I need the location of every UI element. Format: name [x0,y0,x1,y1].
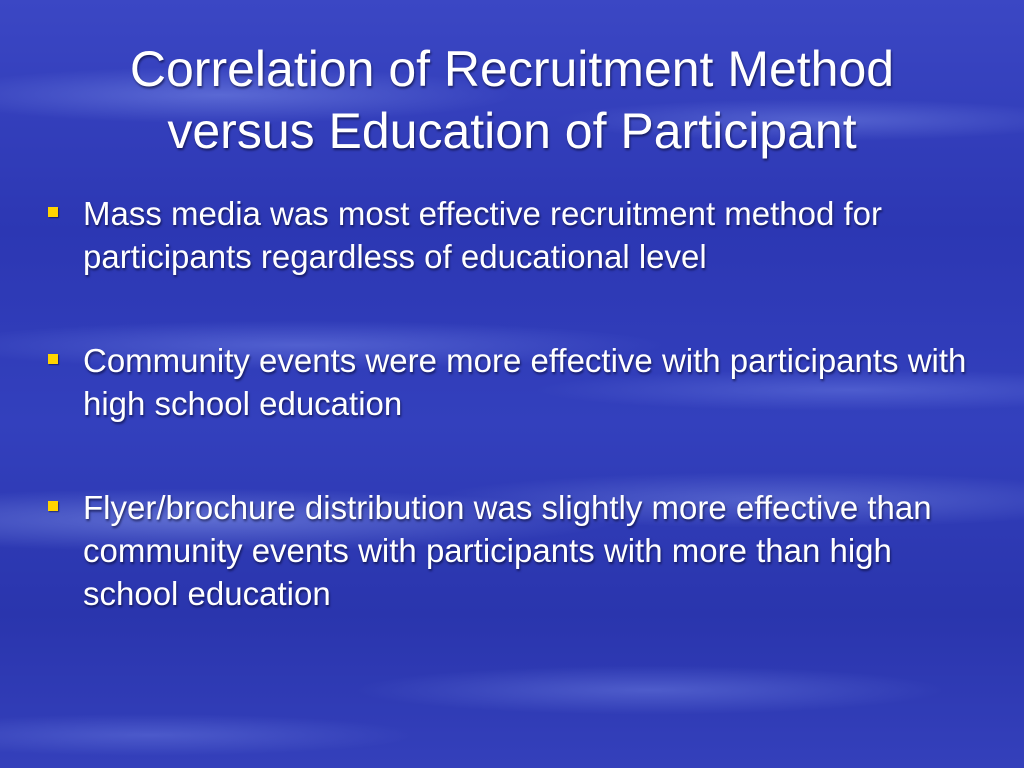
title-line-1: Correlation of Recruitment Method [129,41,895,97]
bullet-text: Flyer/brochure distribution was slightly more effective than community events with participants with more than high school education [83,489,932,612]
slide-title [40,38,984,162]
square-bullet-icon [48,207,58,217]
bullet-list [48,192,968,615]
bullet-text: Community events were more effective with participants with high school education [83,342,967,422]
square-bullet-icon [48,354,58,364]
bullet-item [48,192,968,278]
title-line-2: versus Education of Participant [167,103,857,159]
bullet-item [48,486,968,615]
bullet-text: Mass media was most effective recruitment method for participants regardless of educational level [83,195,883,275]
bullet-item [48,339,968,425]
square-bullet-icon [48,501,58,511]
